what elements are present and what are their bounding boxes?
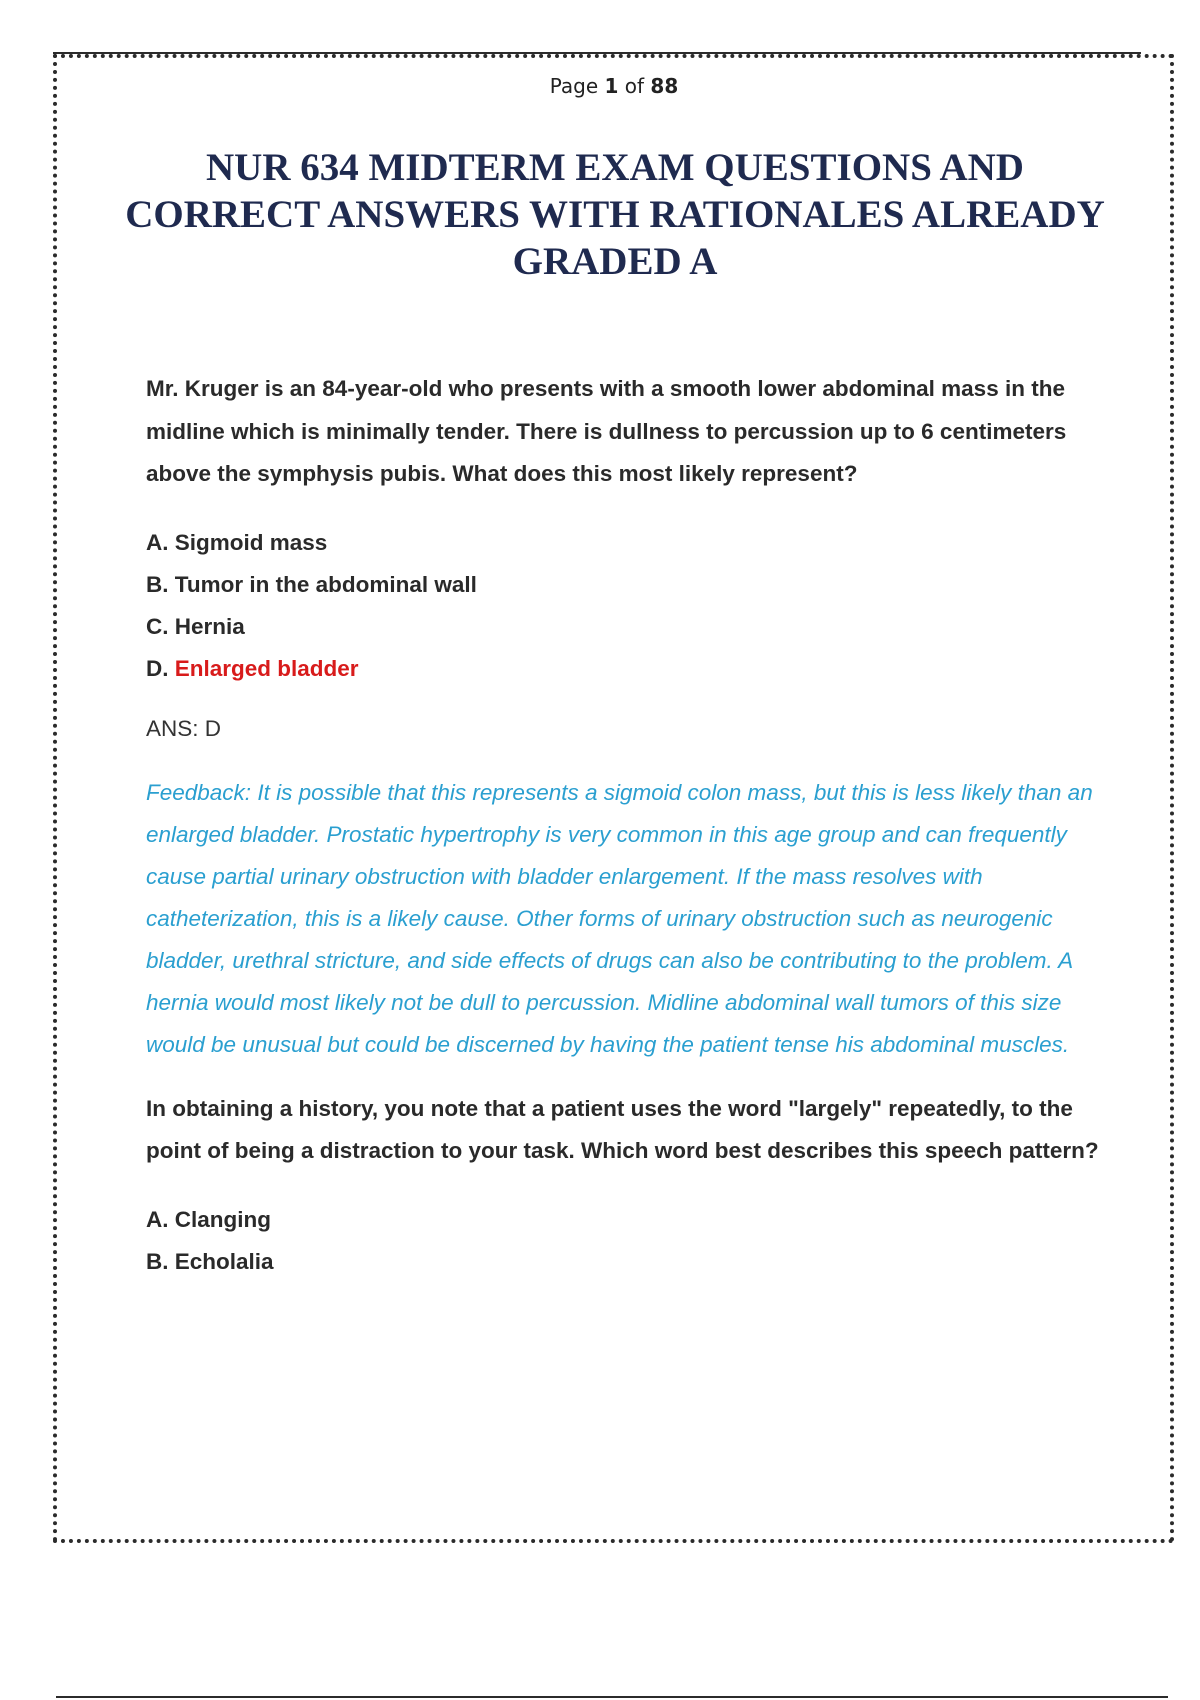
question-1-stem: Mr. Kruger is an 84-year-old who presents with a smooth lower abdominal mass in the midline which is minimally tender. There is dullness to percussion up to 6 centimeters above the symphysis pubis. What does this most likely represent? bbox=[146, 376, 1067, 486]
option-text: Echolalia bbox=[174, 1248, 274, 1274]
option-a: A. Sigmoid mass bbox=[146, 529, 328, 555]
current-page: 1 bbox=[604, 74, 619, 98]
answer-key: ANS: D bbox=[146, 715, 222, 741]
option-text: Sigmoid mass bbox=[174, 529, 328, 555]
option-d: D. Enlarged bladder bbox=[146, 655, 359, 681]
question-2-stem: In obtaining a history, you note that a patient uses the word "largely" repeatedly, to the point of being a distraction to your task. Which word best describes this speech pattern? bbox=[146, 1095, 1099, 1163]
page-indicator bbox=[0, 74, 1200, 98]
question-1-options bbox=[146, 522, 1101, 690]
feedback-rationale: Feedback: It is possible that this represents a sigmoid colon mass, but this is less likely than an enlarged bladder. Prostatic hypertrophy is very common in this age group and can frequently cause partial urinary obstruction with bladder enlargement. If the mass resolves with catheterization, this is a likely cause. Other forms of urinary obstruction such as neurogenic bladder, urethral stricture, and side effects of drugs can also be contributing to the problem. A hernia would most likely not be dull to percussion. Midline abdominal wall tumors of this size would be unusual but could be discerned by having the patient tense his abdominal muscles. bbox=[146, 779, 1093, 1057]
page-label: Page bbox=[549, 74, 599, 98]
option-text: Hernia bbox=[174, 613, 245, 639]
page-of: of bbox=[624, 74, 645, 98]
option-a: A. Clanging bbox=[146, 1206, 272, 1232]
option-c: C. Hernia bbox=[146, 613, 245, 639]
option-text: Clanging bbox=[174, 1206, 272, 1232]
option-b: B. Tumor in the abdominal wall bbox=[146, 571, 477, 597]
option-text: Tumor in the abdominal wall bbox=[174, 571, 477, 597]
document-title: NUR 634 MIDTERM EXAM QUESTIONS AND CORRECT ANSWERS WITH RATIONALES ALREADY GRADED A bbox=[125, 146, 1105, 283]
option-b: B. Echolalia bbox=[146, 1248, 274, 1274]
bottom-rule bbox=[56, 1696, 1168, 1698]
correct-option-text: Enlarged bladder bbox=[174, 655, 359, 681]
exam-content bbox=[146, 368, 1101, 1283]
question-2-options bbox=[146, 1199, 1101, 1283]
total-pages: 88 bbox=[650, 74, 679, 98]
